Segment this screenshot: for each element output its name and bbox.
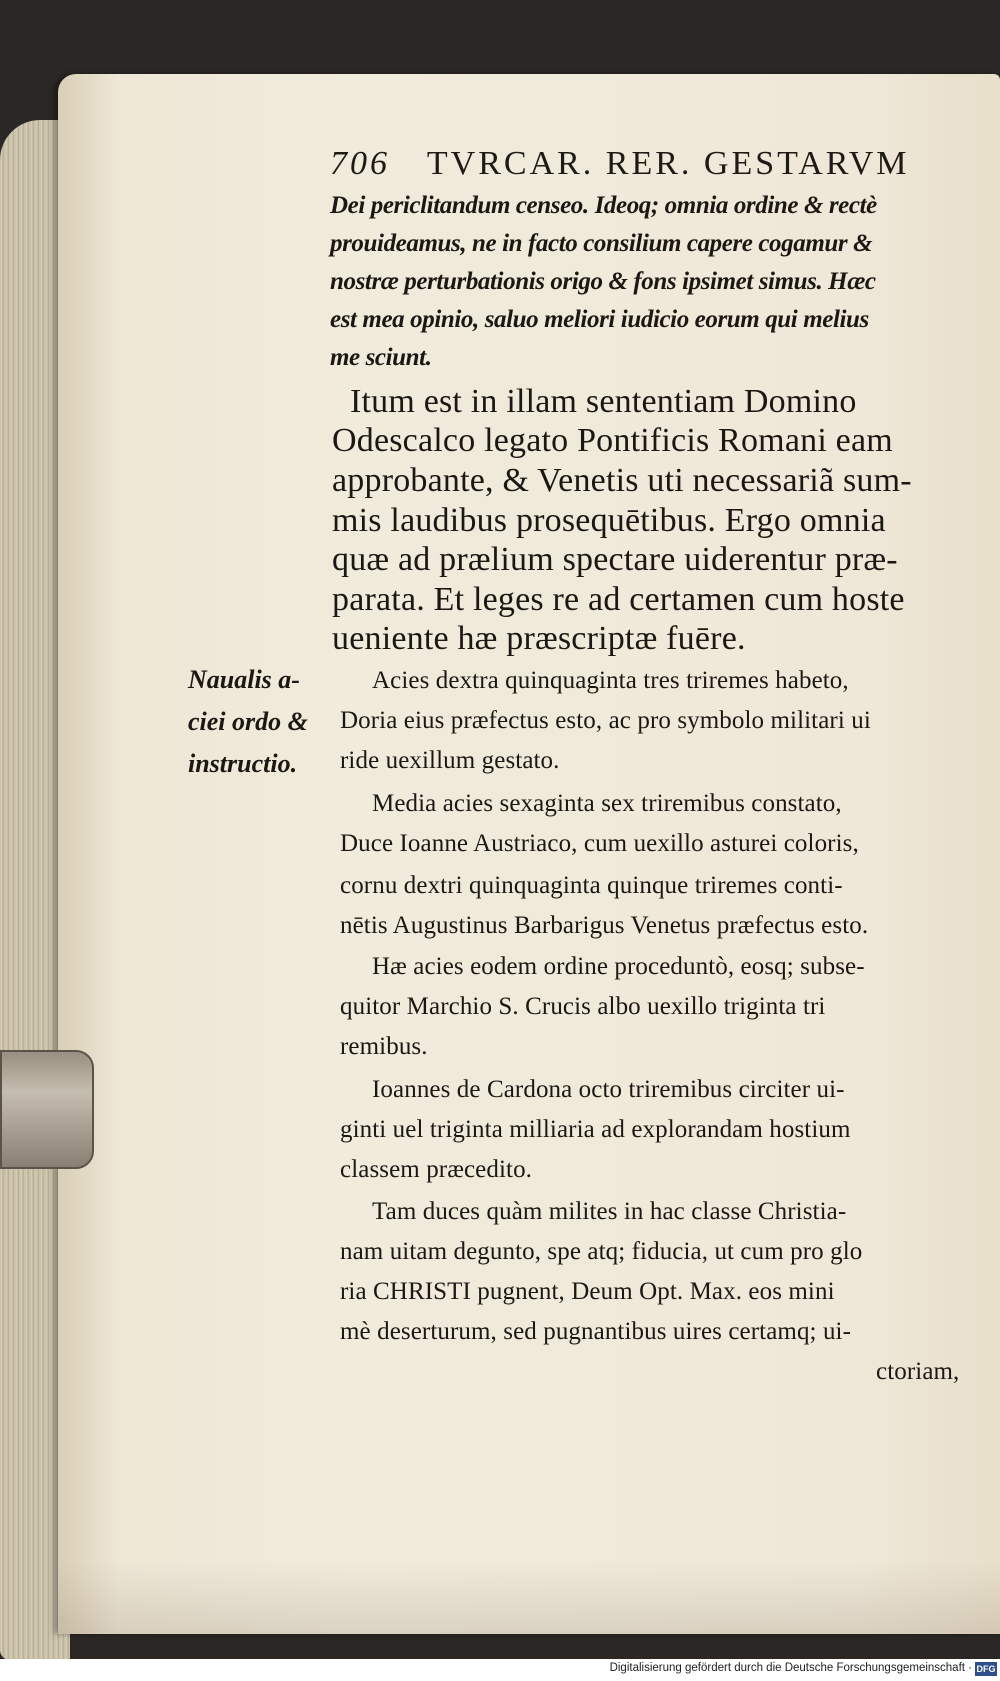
book-clasp [0,1050,94,1169]
page-header [330,145,930,183]
page-shadow [58,1560,1000,1634]
body-line: nētis Augustinus Barbarigus Venetus præfectus esto. [340,912,869,939]
body-line: ria CHRISTI pugnent, Deum Opt. Max. eos mini [340,1278,835,1305]
large-line: mis laudibus prosequētibus. Ergo omnia [332,502,886,539]
body-line: cornu dextri quinquaginta quinque triremes conti- [340,872,843,899]
body-line: ctoriam, [876,1358,960,1385]
margin-note-line: Naualis a- [188,665,300,694]
dfg-logo: DFG [976,1664,996,1674]
body-line: Tam duces quàm milites in hac classe Christia- [372,1198,847,1225]
page-number: 706 [330,145,390,182]
running-title: TVRCAR. RER. GESTARVM [426,145,910,182]
body-line: Doria eius præfectus esto, ac pro symbolo militari ui [340,707,871,734]
body-line: ride uexillum gestato. [340,747,560,774]
italic-line: me sciunt. [330,344,432,371]
margin-note-line: ciei ordo & [188,707,308,736]
italic-line: Dei periclitandum censeo. Ideoq; omnia ordine & rectè [330,192,877,219]
body-line: Duce Ioanne Austriaco, cum uexillo asturei coloris, [340,830,859,857]
body-line: remibus. [340,1033,428,1060]
body-line: mè deserturum, sed pugnantibus uires certamq; ui- [340,1318,852,1345]
body-line: nam uitam degunto, spe atq; fiducia, ut cum pro glo [340,1238,863,1265]
large-line: approbante, & Venetis uti necessariã sum- [332,462,912,499]
large-line: parata. Et leges re ad certamen cum hoste [332,581,905,618]
large-line: quæ ad prælium spectare uiderentur præ- [332,541,898,578]
body-line: classem præcedito. [340,1156,533,1183]
italic-line: prouideamus, ne in facto consilium capere cogamur & [330,230,873,257]
body-line: Media acies sexaginta sex triremibus constato, [372,790,842,817]
large-line: ueniente hæ præscriptæ fuēre. [332,620,746,657]
large-line: Odescalco legato Pontificis Romani eam [332,422,893,459]
body-line: Hæ acies eodem ordine proceduntò, eosq; subse- [372,953,865,980]
large-line: Itum est in illam sententiam Domino [350,383,857,420]
body-line: Acies dextra quinquaginta tres triremes habeto, [372,667,849,694]
margin-note-line: instructio. [188,749,298,778]
italic-line: est mea opinio, saluo meliori iudicio eorum qui melius [330,306,869,333]
footer-credit: Digitalisierung gefördert durch die Deutsche Forschungsgemeinschaft · [609,1662,972,1674]
body-line: Ioannes de Cardona octo triremibus circiter ui- [372,1076,845,1103]
italic-line: nostræ perturbationis origo & fons ipsimet simus. Hæc [330,268,876,295]
body-line: quitor Marchio S. Crucis albo uexillo triginta tri [340,993,826,1020]
body-line: ginti uel triginta milliaria ad explorandam hostium [340,1116,851,1143]
